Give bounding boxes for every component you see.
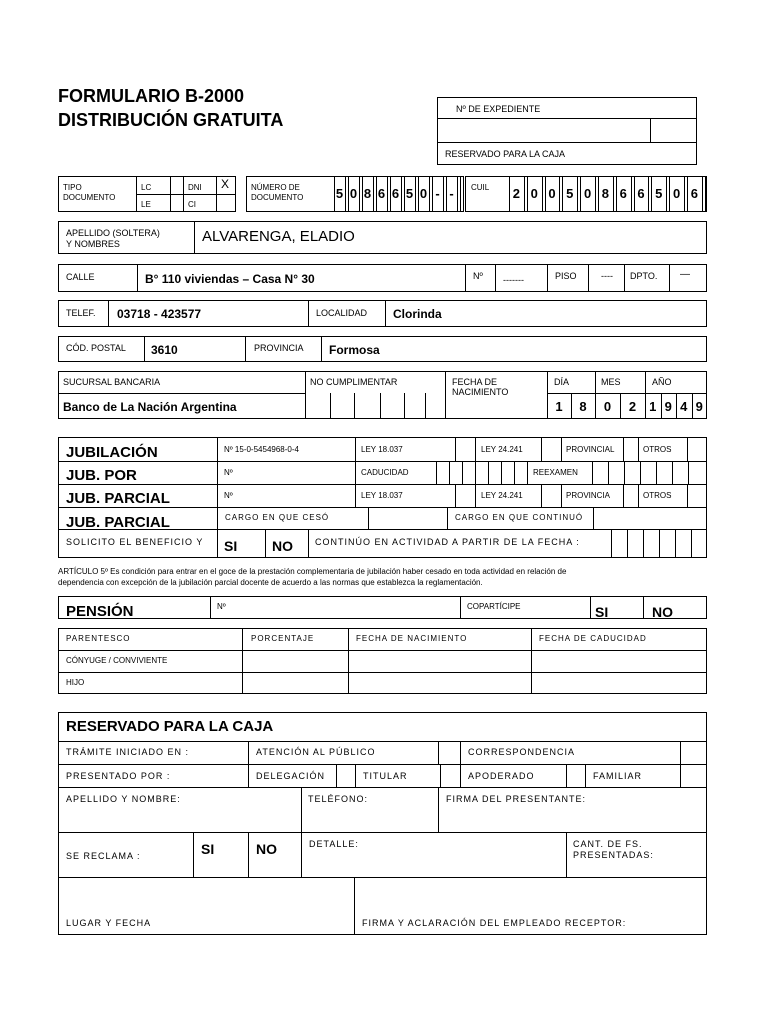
- correspondencia-option[interactable]: CORRESPONDENCIA: [468, 747, 576, 757]
- lugar-fecha-field[interactable]: [60, 879, 352, 915]
- parentesco-header: PARENTESCO: [66, 634, 131, 643]
- dia-digit-1[interactable]: 1: [555, 399, 563, 414]
- se-reclama-si-option[interactable]: SI: [201, 841, 215, 857]
- provincia-option[interactable]: PROVINCIA: [566, 491, 611, 500]
- cant-fs-label-2: PRESENTADAS:: [573, 850, 654, 860]
- calle-label: CALLE: [66, 272, 95, 282]
- numero-documento-digit-2[interactable]: 0: [349, 186, 358, 201]
- solicito-label: SOLICITO EL BENEFICIO Y: [66, 537, 204, 547]
- cp-label: CÓD. POSTAL: [66, 343, 126, 353]
- cuil-digit-5[interactable]: 0: [583, 186, 592, 201]
- coparticipe-si-option[interactable]: SI: [595, 604, 609, 620]
- articulo-5-line1: ARTÍCULO 5º Es condición para entrar en el goce de la prestación complementaria de jubilación haber cesado en toda actividad en relación de: [58, 567, 567, 576]
- firma-presentante-label: FIRMA DEL PRESENTANTE:: [446, 794, 587, 804]
- hijo-row-label: HIJO: [66, 678, 85, 687]
- apellido-label-2: Y NOMBRES: [66, 239, 120, 249]
- cp-field[interactable]: 3610: [151, 343, 178, 357]
- fecha-nacimiento-label: FECHA DE: [452, 377, 498, 387]
- cuil-digit-11[interactable]: 6: [690, 186, 699, 201]
- ley-24241-option-2[interactable]: LEY 24.241: [481, 491, 523, 500]
- numero-documento-label: NÚMERO DE: [251, 183, 300, 192]
- cant-fs-label: CANT. DE FS.: [573, 839, 643, 849]
- cuil-digit-6[interactable]: 8: [601, 186, 610, 201]
- reexamen-label: REEXAMEN: [533, 468, 578, 477]
- piso-label: PISO: [555, 271, 577, 281]
- apellido-field[interactable]: ALVARENGA, ELADIO: [202, 228, 355, 245]
- provincia-field[interactable]: Formosa: [329, 343, 380, 357]
- ley-18037-option[interactable]: LEY 18.037: [361, 445, 403, 454]
- form-title: FORMULARIO B-2000: [58, 86, 245, 106]
- expediente-label: Nº DE EXPEDIENTE: [456, 104, 541, 114]
- piso-field[interactable]: ----: [601, 271, 613, 281]
- detalle-label: DETALLE:: [309, 839, 359, 849]
- tipo-documento-label: TIPO: [63, 183, 82, 192]
- numero-documento-digit-6[interactable]: 5: [405, 186, 414, 201]
- localidad-field[interactable]: Clorinda: [393, 307, 442, 321]
- telef-label: TELEF.: [66, 308, 96, 318]
- numero-documento-digit-4[interactable]: 6: [377, 186, 386, 201]
- delegacion-option[interactable]: DELEGACIÓN: [256, 771, 326, 781]
- pension-title: PENSIÓN: [66, 603, 134, 620]
- caducidad-cells[interactable]: [437, 462, 526, 483]
- dia-digit-2[interactable]: 8: [579, 399, 587, 414]
- no-cumplimentar-label: NO CUMPLIMENTAR: [310, 377, 398, 387]
- atencion-publico-option[interactable]: ATENCIÓN AL PÚBLICO: [256, 747, 376, 757]
- dpto-label: DPTO.: [630, 271, 658, 281]
- cuil-digit-1[interactable]: 2: [512, 186, 521, 201]
- lc-option[interactable]: LC: [141, 183, 152, 192]
- fecha-nacimiento-header: FECHA DE NACIMIENTO: [356, 634, 468, 643]
- jub-por-title: JUB. POR: [66, 467, 137, 484]
- cuil-digit-10[interactable]: 0: [672, 186, 681, 201]
- porcentaje-header: PORCENTAJE: [251, 634, 315, 643]
- reservado-apellido-label: APELLIDO Y NOMBRE:: [66, 794, 181, 804]
- anio-digit-2[interactable]: 9: [664, 399, 672, 414]
- no-cumplimentar-cells[interactable]: [306, 394, 444, 418]
- numero-field[interactable]: -------: [503, 275, 524, 285]
- se-reclama-no-option[interactable]: NO: [256, 841, 277, 857]
- jub-parcial-title: JUB. PARCIAL: [66, 490, 170, 507]
- apoderado-option[interactable]: APODERADO: [468, 771, 535, 781]
- cargo-ceso-label: CARGO EN QUE CESÓ: [225, 513, 330, 522]
- continuo-label: CONTINÚO EN ACTIVIDAD A PARTIR DE LA FECHA :: [315, 537, 580, 547]
- numero-documento-digit-7[interactable]: 0: [419, 186, 428, 201]
- continuo-fecha-cells[interactable]: [612, 530, 706, 557]
- cargo-continuo-label: CARGO EN QUE CONTINUÓ: [455, 513, 584, 522]
- expediente-field[interactable]: [439, 120, 648, 140]
- provincia-label: PROVINCIA: [254, 343, 304, 353]
- cuil-digit-7[interactable]: 6: [619, 186, 627, 201]
- coparticipe-no-option[interactable]: NO: [652, 604, 673, 620]
- sucursal-label: SUCURSAL BANCARIA: [63, 377, 161, 387]
- reexamen-cells[interactable]: [593, 462, 706, 483]
- numero-label: Nº: [473, 271, 483, 281]
- dia-label: DÍA: [554, 377, 570, 387]
- form-subtitle: DISTRIBUCIÓN GRATUITA: [58, 110, 284, 130]
- mes-label: MES: [601, 377, 621, 387]
- numero-documento-digit-9[interactable]: -: [449, 186, 454, 201]
- reservado-caja-title: RESERVADO PARA LA CAJA: [66, 718, 274, 735]
- dpto-field[interactable]: —: [680, 269, 690, 280]
- tramite-label: TRÁMITE INICIADO EN :: [66, 747, 190, 757]
- solicito-si-option[interactable]: SI: [224, 538, 238, 554]
- pension-numero[interactable]: Nº: [217, 602, 226, 611]
- expediente-digit-field[interactable]: [652, 120, 695, 140]
- dni-option[interactable]: DNI: [188, 183, 202, 192]
- se-reclama-label: SE RECLAMA :: [66, 851, 141, 861]
- caducidad-label: CADUCIDAD: [361, 468, 409, 477]
- ci-option[interactable]: CI: [188, 200, 196, 209]
- jubilacion-numero[interactable]: Nº 15-0-5454968-0-4: [224, 445, 299, 454]
- pension-box: [58, 596, 707, 619]
- familiar-option[interactable]: FAMILIAR: [593, 771, 643, 781]
- numero-documento-label-2: DOCUMENTO: [251, 193, 304, 202]
- lugar-fecha-label: LUGAR Y FECHA: [66, 918, 152, 928]
- fecha-nacimiento-label-2: NACIMIENTO: [452, 387, 509, 397]
- presentado-por-label: PRESENTADO POR :: [66, 771, 171, 781]
- reservado-caja-label: RESERVADO PARA LA CAJA: [445, 149, 566, 159]
- jub-por-numero[interactable]: Nº: [224, 468, 233, 477]
- articulo-5-line2: dependencia con excepción de la jubilación parcial docente de acuerdo a las normas que establezca la reglamentación.: [58, 578, 483, 587]
- numero-documento-digit-8[interactable]: -: [435, 186, 440, 201]
- mes-digit-1[interactable]: 0: [603, 399, 612, 414]
- sucursal-field[interactable]: Banco de La Nación Argentina: [63, 400, 237, 414]
- jub-parcial-title-2: JUB. PARCIAL: [66, 514, 170, 531]
- localidad-label: LOCALIDAD: [316, 308, 368, 318]
- jub-parcial-numero[interactable]: Nº: [224, 491, 233, 500]
- provincial-option[interactable]: PROVINCIAL: [566, 445, 615, 454]
- firma-empleado-label: FIRMA Y ACLARACIÓN DEL EMPLEADO RECEPTOR:: [362, 918, 627, 928]
- solicito-no-option[interactable]: NO: [272, 538, 293, 554]
- otros-option-2[interactable]: OTROS: [643, 491, 672, 500]
- mes-digit-2[interactable]: 2: [628, 399, 637, 414]
- titular-option[interactable]: TITULAR: [363, 771, 408, 781]
- ley-24241-option[interactable]: LEY 24.241: [481, 445, 523, 454]
- calle-field[interactable]: B° 110 viviendas – Casa N° 30: [145, 272, 315, 286]
- firma-presentante-field[interactable]: [440, 806, 705, 830]
- otros-option[interactable]: OTROS: [643, 445, 672, 454]
- cuil-digit-9[interactable]: 5: [655, 186, 663, 201]
- reservado-telefono-field[interactable]: [303, 806, 436, 830]
- le-option[interactable]: LE: [141, 200, 151, 209]
- fecha-caducidad-header: FECHA DE CADUCIDAD: [539, 634, 647, 643]
- anio-digit-3[interactable]: 4: [680, 399, 688, 414]
- numero-documento-digit-1[interactable]: 5: [335, 186, 344, 201]
- conyuge-row-label: CÓNYUGE / CONVIVIENTE: [66, 656, 168, 665]
- anio-digit-1[interactable]: 1: [649, 399, 657, 414]
- cuil-digit-8[interactable]: 6: [637, 186, 645, 201]
- numero-documento-digit-3[interactable]: 8: [363, 186, 372, 201]
- ley-18037-option-2[interactable]: LEY 18.037: [361, 491, 403, 500]
- tipo-documento-label-2: DOCUMENTO: [63, 193, 116, 202]
- reservado-telefono-label: TELÉFONO:: [308, 794, 369, 804]
- anio-digit-4[interactable]: 9: [695, 399, 703, 414]
- numero-documento-digit-5[interactable]: 6: [391, 186, 400, 201]
- jubilacion-title: JUBILACIÓN: [66, 444, 158, 461]
- anio-label: AÑO: [652, 377, 672, 387]
- cuil-label: CUIL: [471, 183, 490, 192]
- telef-field[interactable]: 03718 - 423577: [117, 307, 202, 321]
- coparticipe-label: COPARTÍCIPE: [467, 602, 521, 611]
- cuil-digit-3[interactable]: 0: [548, 186, 556, 201]
- cuil-digit-2[interactable]: 0: [530, 186, 538, 201]
- cuil-digit-4[interactable]: 5: [566, 186, 574, 201]
- apellido-label: APELLIDO (SOLTERA): [66, 228, 160, 238]
- reservado-apellido-field[interactable]: [60, 806, 299, 830]
- firma-empleado-field[interactable]: [356, 879, 705, 915]
- dni-check-mark[interactable]: X: [221, 177, 230, 191]
